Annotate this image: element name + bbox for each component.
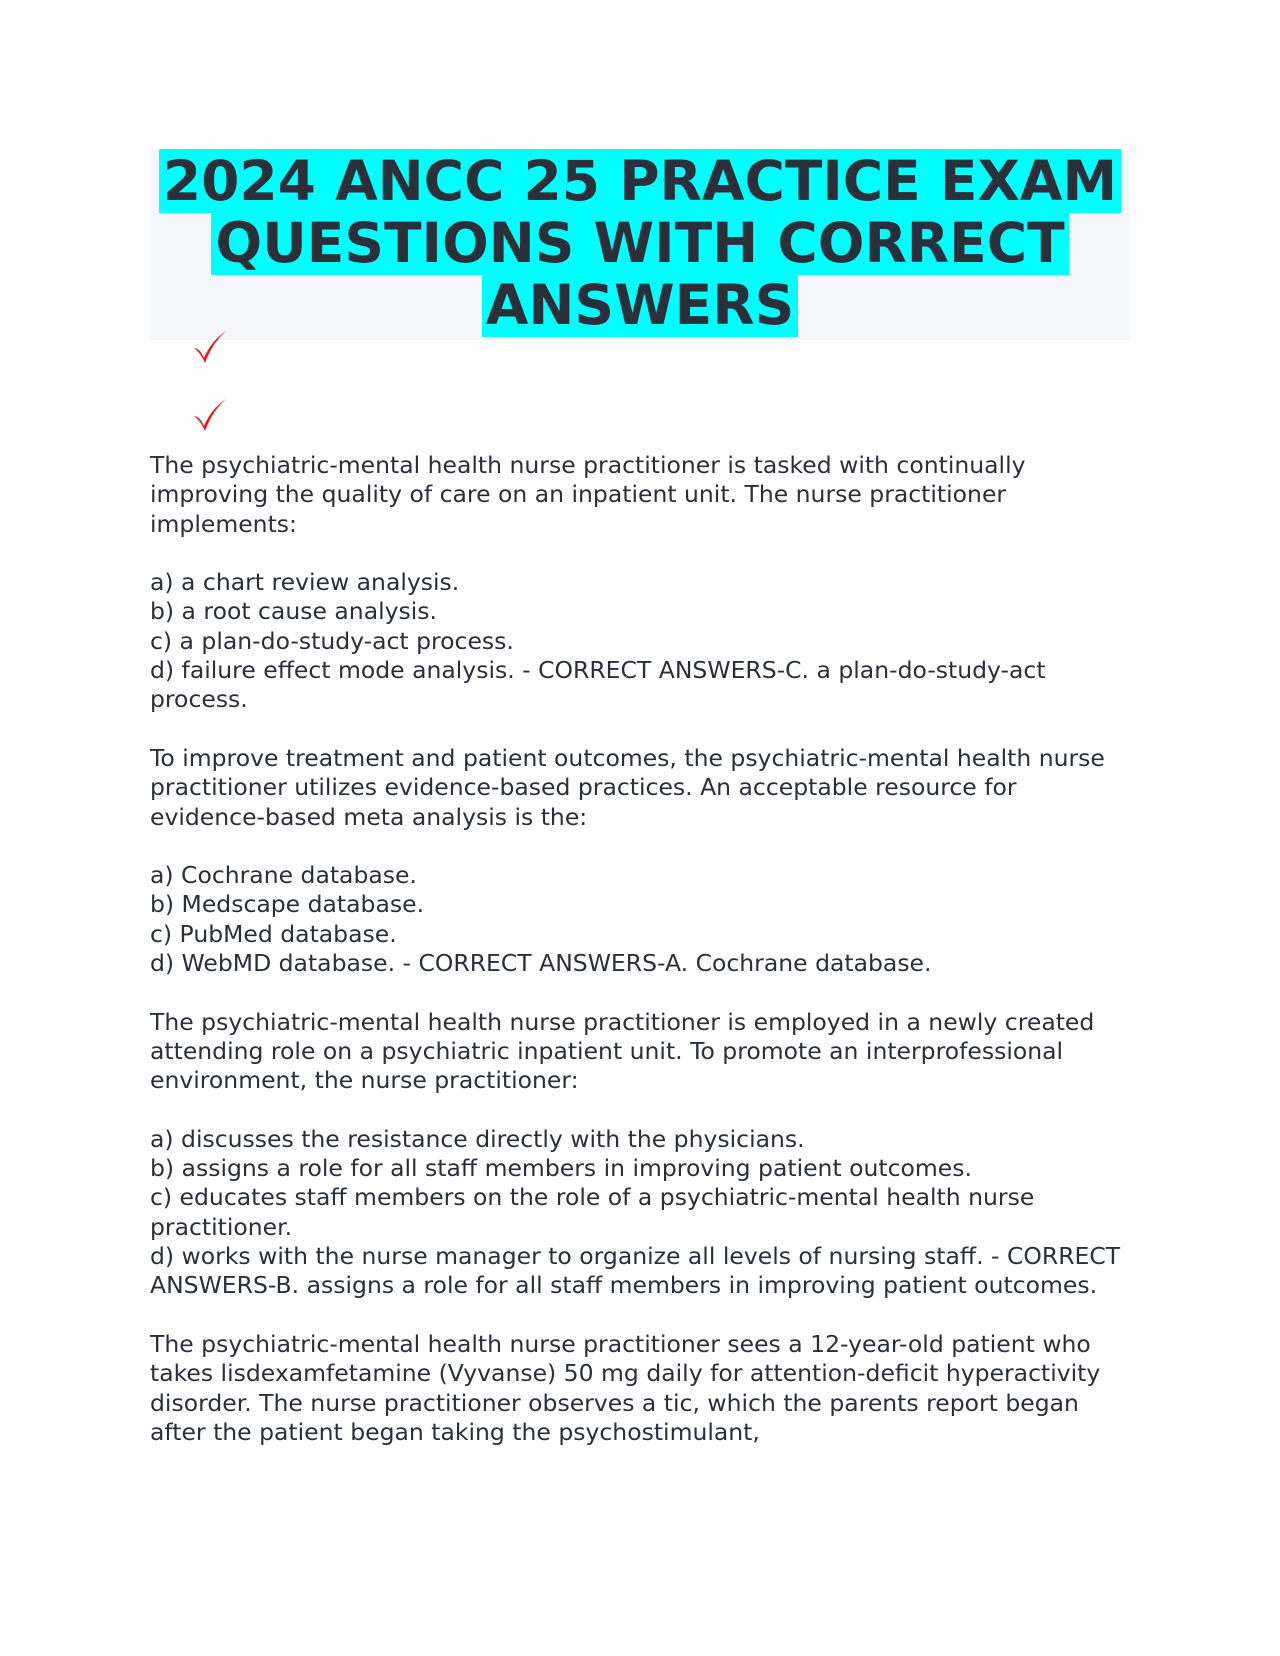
question-block: [150, 1008, 1130, 1301]
document-title: [150, 150, 1130, 336]
checkmark-icon: [190, 395, 230, 435]
question-stem: To improve treatment and patient outcomes, the psychiatric-mental health nurse practitioner utilizes evidence-based practices. An acceptable resource for evidence-based meta analysis is the:: [150, 743, 1105, 831]
question-block: [150, 744, 1130, 978]
option-item: a) a chart review analysis.: [150, 568, 460, 597]
document-body: [150, 451, 1130, 1476]
option-item: a) discusses the resistance directly with the physicians.: [150, 1124, 805, 1153]
option-item: c) educates staff members on the role of a psychiatric-mental health nurse practitioner.: [150, 1183, 1035, 1241]
option-item: b) a root cause analysis.: [150, 597, 438, 626]
question-stem: The psychiatric-mental health nurse practitioner sees a 12-year-old patient who takes lisdexamfetamine (Vyvanse) 50 mg daily for attention-deficit hyperactivity disorder. The nurse practitioner observes a tic, which the parents report began after the patient began taking the psychostimulant,: [150, 1329, 1101, 1446]
title-highlight: 2024 ANCC 25 PRACTICE EXAM QUESTIONS WITH CORRECT ANSWERS: [159, 149, 1121, 337]
question-stem: The psychiatric-mental health nurse practitioner is tasked with continually improving the quality of care on an inpatient unit. The nurse practitioner implements:: [150, 451, 1026, 538]
checkmark-icon: [190, 327, 230, 367]
option-item-with-answer: d) works with the nurse manager to organize all levels of nursing staff. - CORRECT ANSWERS-B. assigns a role for all staff members in improving patient outcomes.: [150, 1242, 1121, 1300]
answer-options: [150, 568, 1130, 714]
option-item: c) a plan-do-study-act process.: [150, 626, 514, 655]
answer-options: [150, 861, 1130, 978]
title-band: [150, 150, 1130, 340]
option-item: a) Cochrane database.: [150, 861, 417, 890]
option-item-with-answer: d) WebMD database. - CORRECT ANSWERS-A. Cochrane database.: [150, 949, 932, 978]
question-block: [150, 451, 1130, 715]
question-block: [150, 1330, 1130, 1447]
question-stem: The psychiatric-mental health nurse practitioner is employed in a newly created attending role on a psychiatric inpatient unit. To promote an interprofessional environment, the nurse practitioner:: [150, 1007, 1095, 1095]
option-item: b) Medscape database.: [150, 890, 425, 919]
option-item-with-answer: d) failure effect mode analysis. - CORRECT ANSWERS-C. a plan-do-study-act process.: [150, 656, 1046, 714]
option-item: c) PubMed database.: [150, 919, 397, 948]
option-item: b) assigns a role for all staff members in improving patient outcomes.: [150, 1154, 972, 1183]
answer-options: [150, 1125, 1130, 1301]
